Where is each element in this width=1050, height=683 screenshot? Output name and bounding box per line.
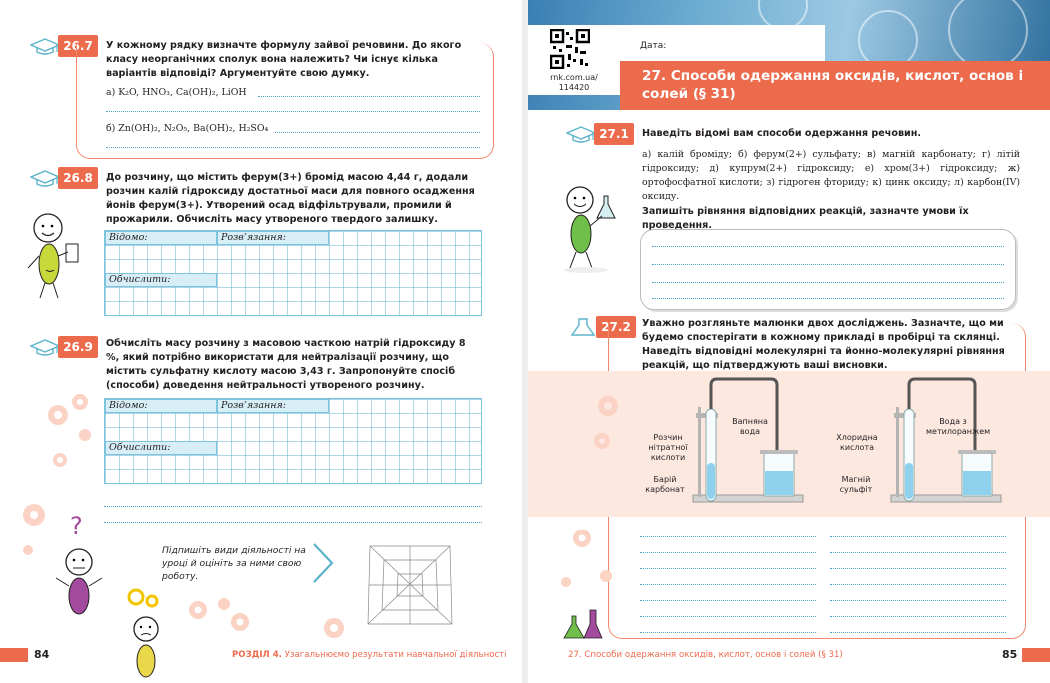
exp2-tube-bottom-label: Магній сульфіт — [839, 475, 873, 494]
answer-line[interactable] — [830, 568, 1006, 569]
task-prompt-27-1: Наведіть відомі вам способи одержання речовин. — [642, 128, 922, 139]
answer-line[interactable] — [640, 616, 816, 617]
answer-line[interactable] — [104, 522, 482, 523]
qr-caption — [528, 73, 620, 93]
answer-line[interactable] — [258, 96, 480, 97]
reflection-note: Підпишіть види діяльності на уроці й оцініть за ними свою роботу. — [162, 545, 306, 582]
task-line-a: а) K₂O, HNO₃, Ca(OH)₂, LiOH — [106, 87, 247, 98]
solution-grid-26-9[interactable] — [104, 398, 482, 484]
task-number: 26.9 — [58, 336, 98, 358]
chevron-right-icon — [310, 540, 336, 586]
task-prompt-26-7: У кожному рядку визначте формулу зайвої речовини. До якого класу неорганічних сполук вона належить? Чи існує кілька варіантів відповіді? Аргументуйте свою думку. — [106, 40, 462, 79]
given-label: Відомо: — [109, 232, 148, 243]
svg-text:?: ? — [70, 512, 83, 540]
graduation-cap-icon — [30, 36, 60, 56]
task-number: 26.8 — [58, 167, 98, 189]
answer-line[interactable] — [640, 568, 816, 569]
footer-right: 27. Способи одержання оксидів, кислот, основ і солей (§ 31) — [568, 650, 843, 660]
solution-label: Розв’язання: — [221, 232, 286, 243]
task-badge-26-8 — [30, 167, 102, 189]
answer-line[interactable] — [830, 584, 1006, 585]
decor-circles-bottom — [180, 590, 350, 640]
graduation-cap-icon — [30, 168, 60, 188]
task-badge-26-9 — [30, 336, 102, 358]
lesson-title: 27. Способи одержання оксидів, кислот, основ і солей (§ 31) — [642, 68, 1024, 102]
task-prompt-26-8: До розчину, що містить ферум(3+) бромід масою 4,44 г, додали розчин калій гідроксиду достатньої маси для повного осадження йонів ферум(3+). Утворений осад відфільтрували, промили й прожарили. Обчисліть масу утвореного твердого залишку. — [106, 172, 475, 225]
answer-line[interactable] — [640, 552, 816, 553]
answer-line[interactable] — [640, 536, 816, 537]
task-prompt-26-9: Обчисліть масу розчину з масовою часткою натрій гідроксиду 8 %, який потрібно використати для нейтралізації розчину, що містить сульфатну кислоту масою 3,43 г. Запропонуйте спосіб (способи) доведення нейтральності утвореного розчину. — [106, 338, 466, 391]
graduation-cap-icon — [30, 337, 60, 357]
answer-line[interactable] — [652, 298, 1004, 299]
qr-code-icon[interactable] — [550, 29, 590, 69]
footer-section: РОЗДІЛ 4. — [232, 650, 282, 660]
footer-accent — [1022, 648, 1050, 662]
lesson-title-bar — [620, 61, 1050, 110]
graduation-cap-icon — [566, 124, 596, 144]
qr-caption-code: 114420 — [558, 83, 590, 92]
gears-character-icon — [120, 585, 180, 680]
flask-icon — [568, 317, 598, 337]
answer-line[interactable] — [830, 600, 1006, 601]
answer-line[interactable] — [106, 111, 480, 112]
answer-line[interactable] — [652, 282, 1004, 283]
answer-line[interactable] — [830, 616, 1006, 617]
answer-line[interactable] — [640, 584, 816, 585]
task-line-b: б) Zn(OH)₂, N₂O₅, Ba(OH)₂, H₂SO₄ — [106, 123, 269, 134]
answer-line[interactable] — [640, 632, 816, 633]
reflection-web-icon[interactable] — [360, 540, 460, 630]
answer-line[interactable] — [830, 632, 1006, 633]
exp2-glass-label: Вода з метилоранжем — [926, 417, 991, 436]
left-page — [0, 0, 522, 683]
character-with-flask-icon — [556, 180, 626, 275]
page-number-left: 84 — [34, 648, 50, 661]
answer-line[interactable] — [104, 506, 482, 507]
solution-grid-26-8[interactable] — [104, 230, 482, 316]
calc-label: Обчислити: — [109, 442, 171, 453]
exp1-glass-label: Вапняна вода — [732, 417, 768, 436]
answer-line[interactable] — [652, 264, 1004, 265]
solution-label: Розв’язання: — [221, 400, 286, 411]
experiment-1-apparatus — [688, 377, 808, 509]
date-box — [620, 25, 825, 61]
decor-circles — [588, 391, 628, 481]
decor-circles-flasks — [552, 530, 612, 645]
qr-caption-url[interactable]: rnk.com.ua/ — [550, 73, 598, 82]
task-number: 26.7 — [58, 35, 98, 57]
task-number: 27.1 — [594, 123, 634, 145]
thinking-character-icon — [52, 512, 112, 622]
answer-line[interactable] — [275, 132, 480, 133]
right-page — [528, 0, 1050, 683]
answer-line[interactable] — [640, 600, 816, 601]
experiment-2-apparatus — [886, 377, 1006, 509]
character-with-clipboard-icon — [22, 208, 82, 303]
given-label: Відомо: — [109, 400, 148, 411]
calc-label: Обчислити: — [109, 274, 171, 285]
experiments-illustration — [528, 371, 1050, 517]
date-label: Дата: — [640, 41, 667, 51]
exp1-tube-bottom-label: Барій карбонат — [645, 475, 685, 494]
footer-accent — [0, 648, 28, 662]
qr-block — [528, 25, 620, 95]
footer-section-text: Узагальнюємо результати навчальної діяльності — [284, 650, 507, 660]
task-number: 27.2 — [596, 316, 636, 338]
exp1-tube-top-label: Розчин нітратної кислоти — [648, 433, 688, 462]
footer-left — [232, 650, 507, 660]
task-list-27-1: а) калій броміду; б) ферум(2+) сульфату; в) магній карбонату; г) літій гідроксиду; д) купрум(2+) гідроксиду; е) хром(3+) гідроксиду; ж) ортофосфатної кислоти; з) гідроген фториду; к) цинк оксиду; л) карбон(IV) оксиду. — [642, 149, 1020, 202]
page-number-right: 85 — [1002, 648, 1018, 661]
exp2-tube-top-label: Хлоридна кислота — [836, 433, 878, 452]
answer-line[interactable] — [652, 246, 1004, 247]
task-instruction-27-1: Запишіть рівняння відповідних реакцій, зазначте умови їх проведення. — [642, 206, 969, 231]
task-prompt-27-2: Уважно розгляньте малюнки двох досліджень. Зазначте, що ми будемо спостерігати в кожному прикладі в пробірці та склянці. Наведіть відповідні молекулярні та йонно-молекулярні рівняння реакцій, що підтверджують ваші висновки. — [642, 318, 1005, 371]
answer-line[interactable] — [830, 536, 1006, 537]
task-badge-27-1 — [566, 123, 638, 145]
answer-line[interactable] — [106, 147, 480, 148]
answer-line[interactable] — [830, 552, 1006, 553]
